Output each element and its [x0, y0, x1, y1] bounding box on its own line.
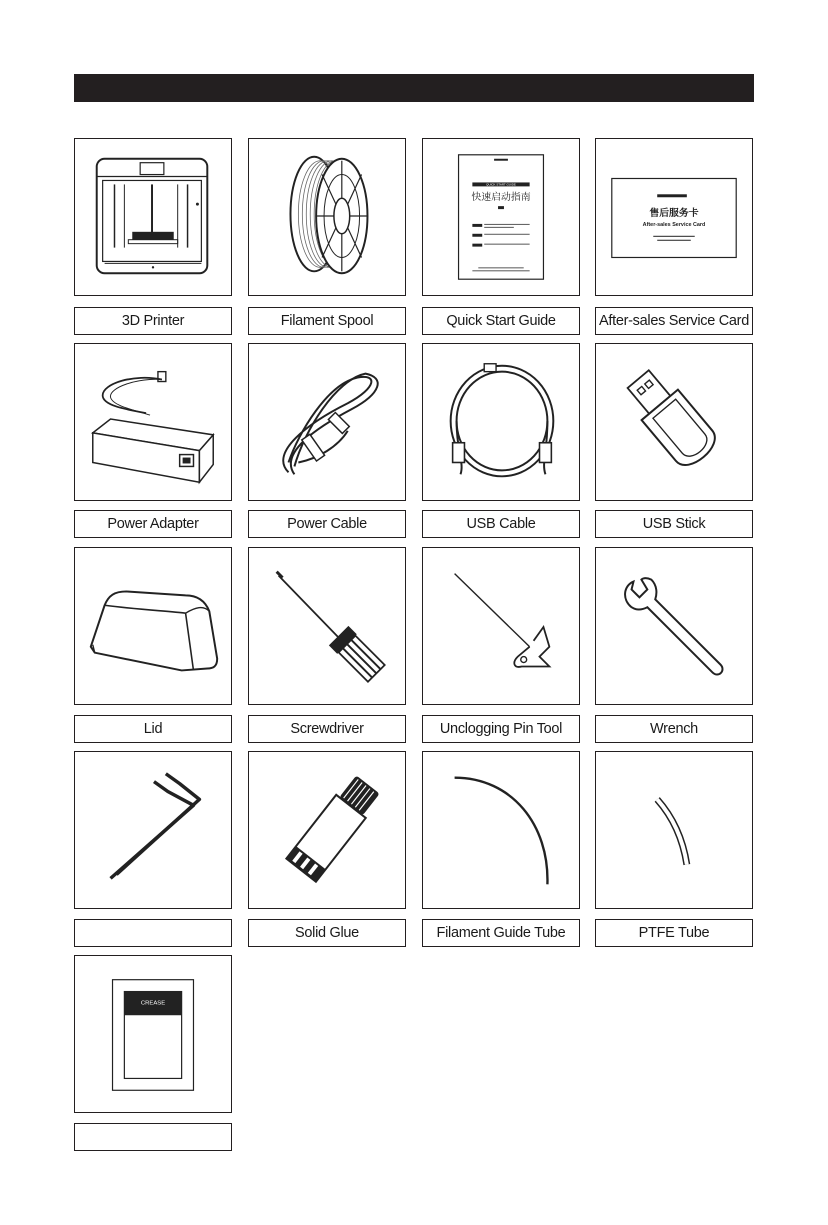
solid-glue-icon	[249, 752, 405, 908]
item-label: Unclogging Pin Tool	[422, 715, 580, 743]
item-label: Solid Glue	[248, 919, 406, 947]
lid-image	[74, 547, 232, 705]
filament-spool-image	[248, 138, 406, 296]
item-label: Screwdriver	[248, 715, 406, 743]
usb-stick-image	[595, 343, 753, 501]
unclogging-pin-tool-icon	[423, 548, 579, 704]
3d-printer-image	[74, 138, 232, 296]
svg-text:售后服务卡: 售后服务卡	[649, 208, 699, 220]
unclogging-pin-tool-image	[422, 547, 580, 705]
filament-spool-icon	[249, 139, 405, 295]
usb-cable-icon	[423, 344, 579, 500]
svg-text:After-sales Service Card: After-sales Service Card	[642, 221, 706, 228]
ptfe-tube-icon	[596, 752, 752, 908]
item-label: Wrench	[595, 715, 753, 743]
power-adapter-image	[74, 343, 232, 501]
3d-printer-icon	[75, 139, 231, 295]
item-label: Filament Spool	[248, 307, 406, 335]
screwdriver-icon	[249, 548, 405, 704]
crease-sheet-icon	[75, 956, 231, 1112]
solid-glue-image	[248, 751, 406, 909]
allen-keys-icon	[75, 752, 231, 908]
svg-text:QUICK START GUIDE: QUICK START GUIDE	[486, 182, 516, 187]
quick-start-guide-image	[422, 138, 580, 296]
power-cable-icon	[249, 344, 405, 500]
item-label: Filament Guide Tube	[422, 919, 580, 947]
service-card-image	[595, 138, 753, 296]
screwdriver-image	[248, 547, 406, 705]
item-label: 3D Printer	[74, 307, 232, 335]
item-label: PTFE Tube	[595, 919, 753, 947]
allen-keys-image	[74, 751, 232, 909]
crease-sheet-image	[74, 955, 232, 1113]
power-cable-image	[248, 343, 406, 501]
filament-guide-tube-image	[422, 751, 580, 909]
item-label	[74, 1123, 232, 1151]
svg-text:CREASE: CREASE	[140, 1000, 166, 1007]
svg-text:快速启动指南: 快速启动指南	[471, 192, 531, 204]
ptfe-tube-image	[595, 751, 753, 909]
item-label: USB Cable	[422, 510, 580, 538]
item-label: Quick Start Guide	[422, 307, 580, 335]
filament-guide-tube-icon	[423, 752, 579, 908]
header-bar	[74, 74, 754, 102]
power-adapter-icon	[75, 344, 231, 500]
wrench-icon	[596, 548, 752, 704]
service-card-icon	[596, 139, 752, 295]
wrench-image	[595, 547, 753, 705]
item-label: Power Cable	[248, 510, 406, 538]
usb-cable-image	[422, 343, 580, 501]
usb-stick-icon	[596, 344, 752, 500]
item-label	[74, 919, 232, 947]
lid-icon	[75, 548, 231, 704]
quick-start-guide-icon	[423, 139, 579, 295]
item-label: USB Stick	[595, 510, 753, 538]
item-label: Power Adapter	[74, 510, 232, 538]
item-label: After-sales Service Card	[595, 307, 753, 335]
item-label: Lid	[74, 715, 232, 743]
